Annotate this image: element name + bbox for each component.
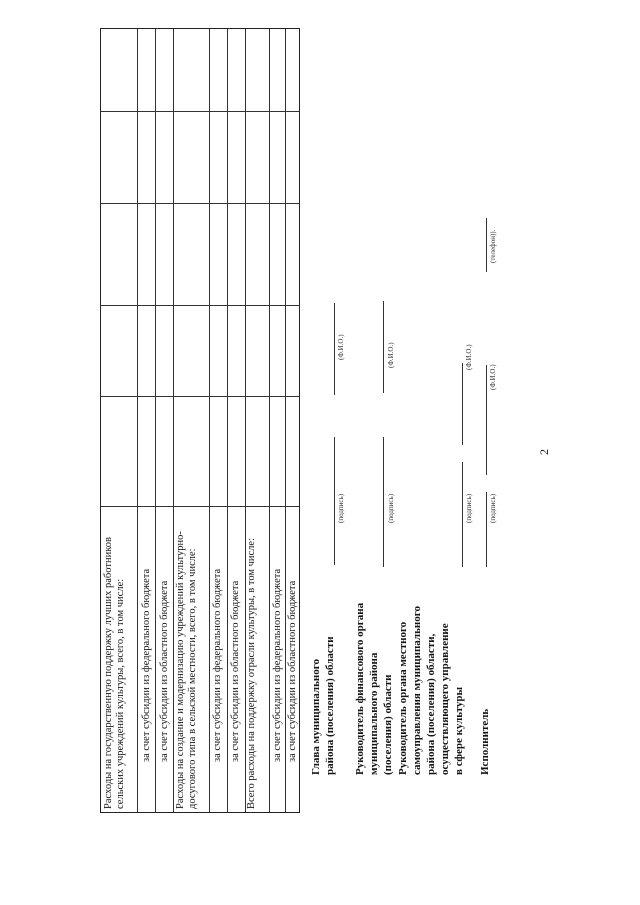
table-row-label: за счет субсидии из федерального бюджета: [141, 568, 152, 762]
signature-line: [334, 437, 335, 565]
name-line: [486, 365, 487, 475]
phone-caption: (телефон)).: [489, 229, 497, 263]
table-row-label: Всего расходы на поддержку отрасли культуры, в том числе:: [246, 537, 257, 809]
table-row-label: Расходы на создание и модернизацию учреждений культурно-досугового типа в сельской местности, всего, в том числе:: [175, 531, 198, 809]
name-caption: (Ф.И.О.): [489, 364, 497, 390]
row-divider: [269, 29, 270, 812]
report-table: [100, 28, 300, 813]
executor-label: Исполнитель: [479, 708, 491, 775]
row-divider: [173, 29, 174, 812]
name-line: [383, 301, 384, 393]
page-number: 2: [537, 449, 551, 455]
table-row-label: за счет субсидии из областного бюджета: [159, 580, 170, 762]
name-caption: (Ф.И.О.): [337, 334, 345, 360]
row-divider: [209, 29, 210, 812]
name-caption: (Ф.И.О.): [387, 342, 395, 368]
signature-caption: (подпись): [489, 493, 497, 523]
signature-line: [486, 492, 487, 567]
table-row-label: за счет субсидии из федерального бюджета: [212, 568, 223, 762]
signature-caption: (подпись): [465, 493, 473, 523]
signature-caption: (подпись): [337, 493, 345, 523]
row-divider: [227, 29, 228, 812]
phone-line: [486, 218, 487, 272]
signatory-head-label: Глава муниципального района (поселения) области: [310, 636, 336, 775]
table-row-label: за счет субсидии из федерального бюджета: [272, 568, 283, 762]
name-line: [334, 303, 335, 395]
table-row-label: за счет субсидии из областного бюджета: [230, 580, 241, 762]
name-caption: (Ф.И.О.): [465, 344, 473, 370]
signature-line: [383, 437, 384, 567]
table-row-label: за счет субсидии из областного бюджета: [287, 580, 298, 762]
name-line: [462, 363, 463, 445]
row-divider: [155, 29, 156, 812]
row-divider: [137, 29, 138, 812]
row-divider: [285, 29, 286, 812]
table-row-label: Расходы на государственную поддержку лучших работников сельских учреждений культуры, всего, в том числе:: [103, 537, 126, 809]
signature-caption: (подпись): [387, 493, 395, 523]
signatory-culture-label: Руководитель органа местного самоуправления муниципального района (поселения) области, осуществляющего управление в сфере культуры: [397, 606, 465, 775]
signatory-finance-label: Руководитель финансового органа муниципального района (поселения) области: [354, 602, 394, 775]
signature-line: [462, 462, 463, 567]
